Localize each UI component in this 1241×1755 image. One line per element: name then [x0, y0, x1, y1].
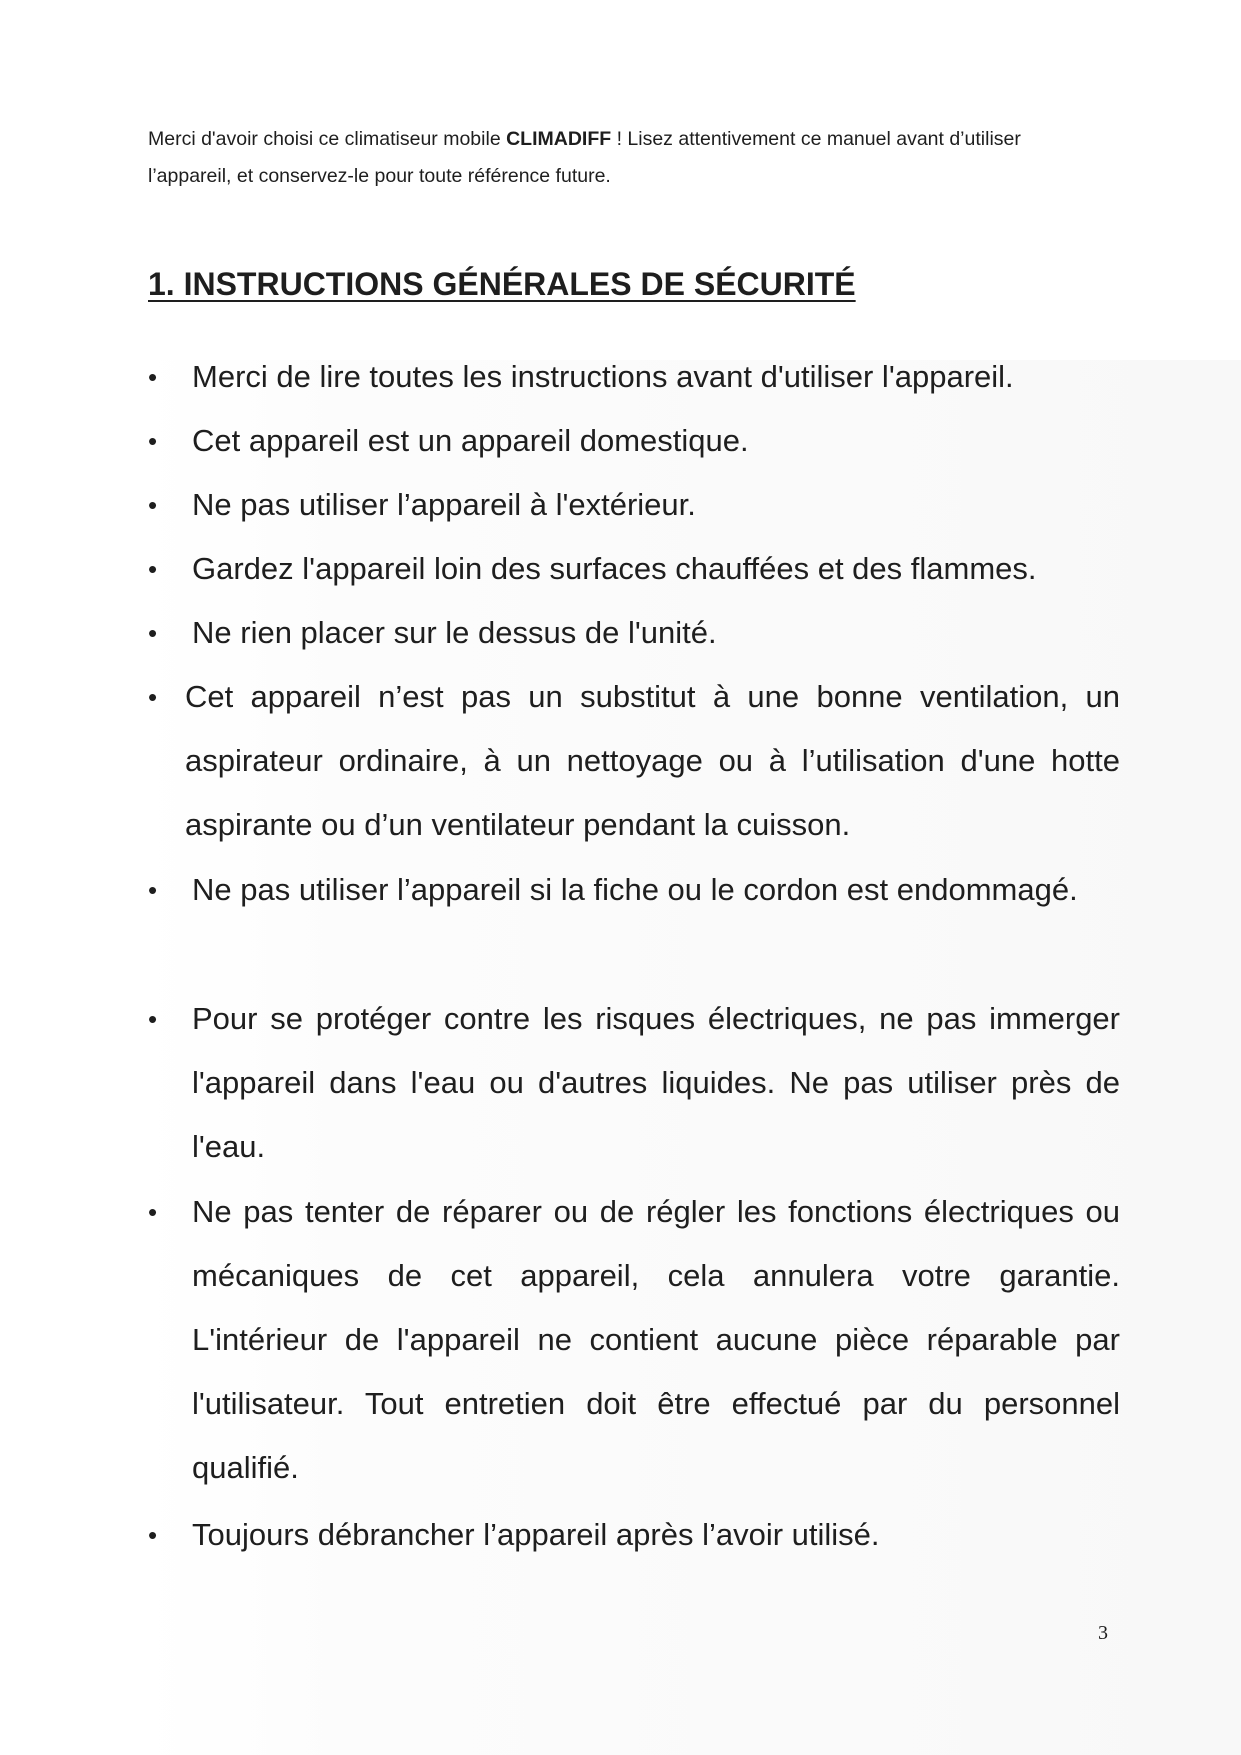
list-item — [148, 987, 1120, 1179]
bullet-icon: • — [148, 1520, 158, 1550]
list-item — [148, 1503, 1120, 1567]
list-item-text: Ne pas utiliser l’appareil à l'extérieur. — [192, 487, 696, 522]
list-item-text: Gardez l'appareil loin des surfaces chauffées et des flammes. — [192, 551, 1037, 586]
list-item-text: Merci de lire toutes les instructions avant d'utiliser l'appareil. — [192, 359, 1014, 394]
list-item — [148, 1180, 1120, 1500]
list-item-text: Cet appareil n’est pas un substitut à une bonne ventilation, un aspirateur ordinaire, à un nettoyage ou à l’utilisation d'une hotte aspirante ou d’un ventilateur pendant la cuisson. — [185, 679, 1120, 842]
list-item — [148, 537, 1120, 601]
list-item — [148, 473, 1120, 537]
bullet-icon: • — [148, 490, 158, 520]
section-title: 1. INSTRUCTIONS GÉNÉRALES DE SÉCURITÉ — [148, 266, 856, 302]
bullet-icon: • — [148, 682, 158, 712]
bullet-icon: • — [148, 875, 158, 905]
list-item — [148, 858, 1120, 922]
bullet-icon: • — [148, 554, 158, 584]
list-item-text: Pour se protéger contre les risques électriques, ne pas immerger l'appareil dans l'eau ou d'autres liquides. Ne pas utiliser près de l'eau. — [192, 1001, 1120, 1164]
list-item — [148, 409, 1120, 473]
page-number: 3 — [1098, 1622, 1108, 1644]
intro-text-before: Merci d'avoir choisi ce climatiseur mobile — [148, 128, 507, 150]
list-item — [148, 345, 1120, 409]
brand-name: CLIMADIFF — [506, 128, 612, 150]
list-item-text: Ne rien placer sur le dessus de l'unité. — [192, 615, 717, 650]
bullet-icon: • — [148, 362, 158, 392]
bullet-icon: • — [148, 426, 158, 456]
list-item-text: Toujours débrancher l’appareil après l’avoir utilisé. — [192, 1517, 880, 1552]
list-item — [148, 601, 1120, 665]
bullet-icon: • — [148, 1197, 158, 1227]
intro-text-after: ! Lisez attentivement ce manuel avant d’utiliser l’appareil, et conservez-le pour toute référence future. — [148, 128, 1021, 187]
bullet-icon: • — [148, 1004, 158, 1034]
list-item-text: Cet appareil est un appareil domestique. — [192, 423, 749, 458]
bullet-icon: • — [148, 618, 158, 648]
list-item — [148, 665, 1120, 857]
list-item-text: Ne pas utiliser l’appareil si la fiche ou le cordon est endommagé. — [192, 872, 1078, 907]
intro-paragraph — [148, 121, 1108, 195]
list-item-text: Ne pas tenter de réparer ou de régler les fonctions électriques ou mécaniques de cet appareil, cela annulera votre garantie. L'intérieur de l'appareil ne contient aucune pièce réparable par l'utilisateur. Tout entretien doit être effectué par du personnel qualifié. — [192, 1194, 1120, 1485]
